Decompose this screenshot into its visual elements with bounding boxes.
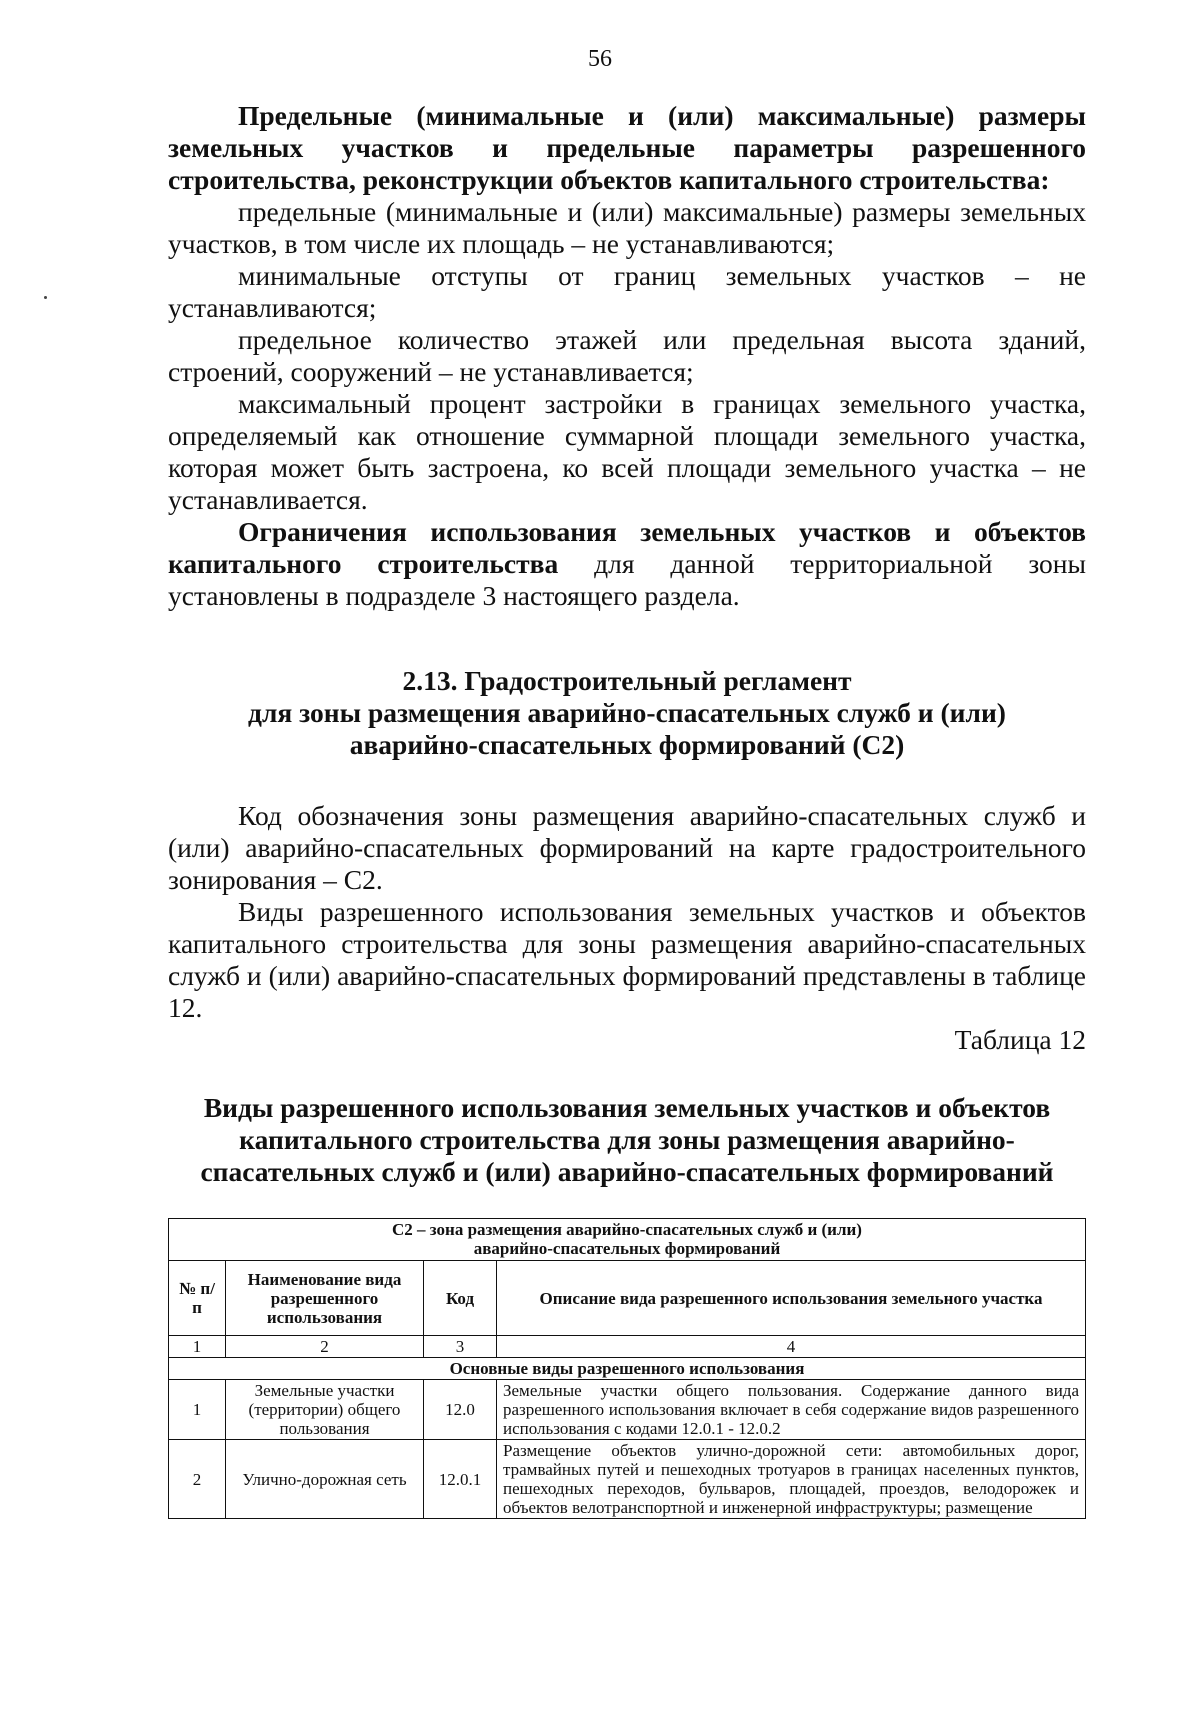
column-number: 3 — [424, 1336, 497, 1358]
column-number: 2 — [226, 1336, 424, 1358]
limits-item-setbacks: минимальные отступы от границ земельных участков – не устанавливаются; — [168, 260, 1086, 323]
column-number: 4 — [497, 1336, 1086, 1358]
section-title — [168, 665, 1086, 761]
header-num: № п/п — [169, 1261, 226, 1336]
table-title-line-3: спасательных служб и (или) аварийно-спасательных формирований — [200, 1156, 1054, 1187]
limits-item-area: предельные (минимальные и (или) максимальные) размеры земельных участков, в том числе их площадь – не устанавливаются; — [168, 196, 1086, 259]
section-row-cell: Основные виды разрешенного использования — [169, 1358, 1086, 1380]
permitted-uses-paragraph: Виды разрешенного использования земельных участков и объектов капитального строительства для зоны размещения аварийно-спасательных служб и (или) аварийно-спасательных формирований представлены в таблице 12. — [168, 896, 1086, 1023]
section-body — [168, 800, 1086, 1056]
limits-item-floors: предельное количество этажей или предельная высота зданий, строений, сооружений – не устанавливается; — [168, 324, 1086, 387]
row-desc: Земельные участки общего пользования. Содержание данного вида разрешенного использования включает в себя содержание видов разрешенного использования с кодами 12.0.1 - 12.0.2 — [497, 1380, 1086, 1440]
row-num: 2 — [169, 1440, 226, 1519]
column-number: 1 — [169, 1336, 226, 1358]
section-row — [169, 1358, 1086, 1380]
row-name: Земельные участки (территории) общего пользования — [226, 1380, 424, 1440]
limits-item-coverage: максимальный процент застройки в границах земельного участка, определяемый как отношение суммарной площади земельного участка, которая может быть застроена, ко всей площади земельного участка – не устанавливается. — [168, 388, 1086, 515]
table-title-line-2: капитального строительства для зоны размещения аварийно- — [239, 1124, 1015, 1155]
table-title-line-1: Виды разрешенного использования земельных участков и объектов — [203, 1092, 1051, 1123]
table-row — [169, 1440, 1086, 1519]
restrictions-paragraph — [168, 516, 1086, 612]
header-code: Код — [424, 1261, 497, 1336]
zone-header-line-2: аварийно-спасательных формирований — [473, 1239, 781, 1258]
page-number: 56 — [588, 46, 612, 72]
column-header-row — [169, 1261, 1086, 1336]
permitted-uses-table — [168, 1218, 1086, 1519]
section-title-line-3: аварийно-спасательных формирований (С2) — [349, 729, 905, 760]
zone-code-paragraph: Код обозначения зоны размещения аварийно-спасательных служб и (или) аварийно-спасательных формирований на карте градостроительного зонирования – С2. — [168, 800, 1086, 895]
limits-section — [168, 100, 1086, 612]
row-desc: Размещение объектов улично-дорожной сети: автомобильных дорог, трамвайных путей и пешеходных тротуаров в границах населенных пунктов, пешеходных переходов, бульваров, площадей, проездов, велодорожек и объектов велотранспортной и инженерной инфраструктуры; размещение — [497, 1440, 1086, 1519]
table-title — [168, 1092, 1086, 1188]
restrictions-bold: Ограничения использования земельных участков и объектов капитального строительства — [168, 516, 1086, 579]
zone-header-cell — [169, 1219, 1086, 1261]
table-label: Таблица 12 — [954, 1024, 1086, 1055]
header-name: Наименование вида разрешенного использования — [226, 1261, 424, 1336]
limits-heading: Предельные (минимальные и (или) максимальные) размеры земельных участков и предельные параметры разрешенного строительства, реконструкции объектов капитального строительства: — [168, 100, 1086, 195]
header-desc: Описание вида разрешенного использования земельного участка — [497, 1261, 1086, 1336]
section-title-line-2: для зоны размещения аварийно-спасательных служб и (или) — [248, 697, 1006, 728]
section-title-line-1: 2.13. Градостроительный регламент — [402, 665, 852, 696]
row-code: 12.0 — [424, 1380, 497, 1440]
row-name: Улично-дорожная сеть — [226, 1440, 424, 1519]
table-row — [169, 1380, 1086, 1440]
zone-header-row — [169, 1219, 1086, 1261]
restrictions-rest: для данной территориальной зоны установлены в подразделе 3 настоящего раздела. — [168, 548, 1086, 611]
zone-header-line-1: С2 – зона размещения аварийно-спасательных служб и (или) — [392, 1220, 862, 1239]
row-code: 12.0.1 — [424, 1440, 497, 1519]
row-num: 1 — [169, 1380, 226, 1440]
column-number-row — [169, 1336, 1086, 1358]
scan-artifact-dot — [44, 296, 47, 299]
